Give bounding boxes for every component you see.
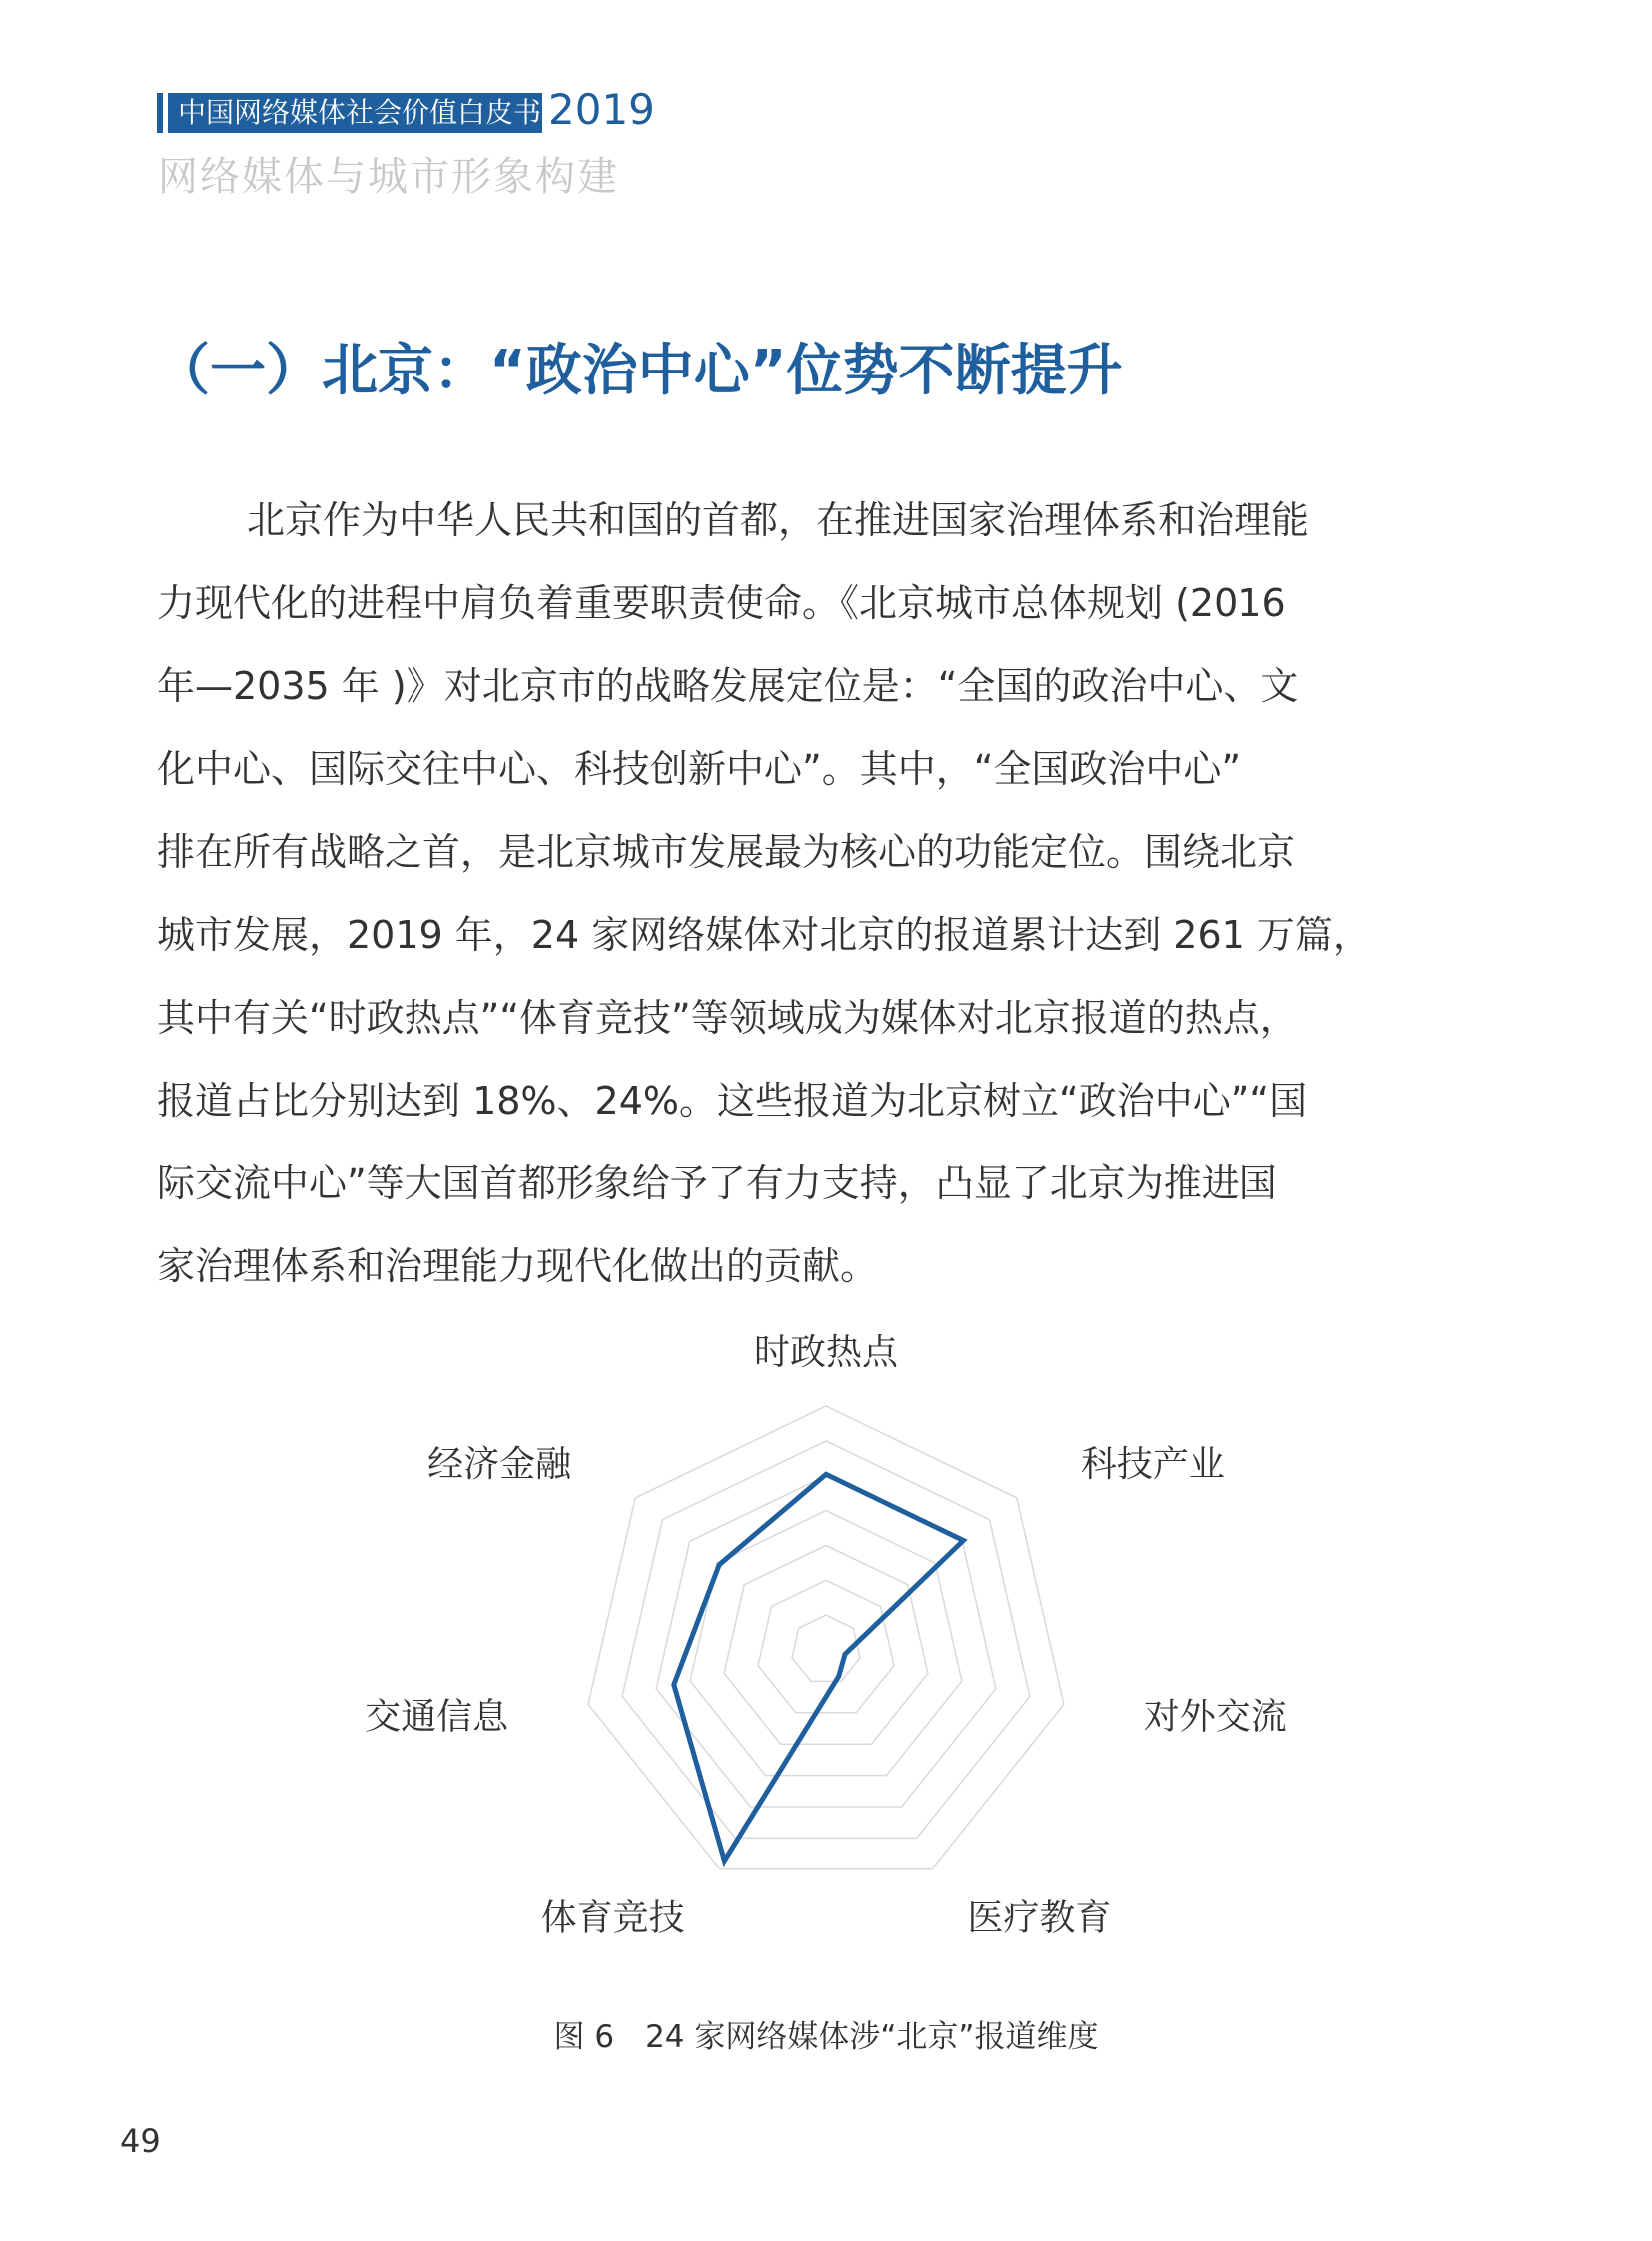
body-line: 北京作为中华人民共和国的首都，在推进国家治理体系和治理能 (247, 498, 1310, 542)
body-line: 力现代化的进程中肩负着重要职责使命。《北京城市总体规划 (2016 (157, 581, 1286, 625)
radar-chart (0, 1298, 1652, 1997)
body-line: 际交流中心”等大国首都形象给予了有力支持，凸显了北京为推进国 (157, 1161, 1277, 1205)
radar-axis-label: 经济金融 (427, 1444, 572, 1486)
radar-axis-label: 时政热点 (753, 1332, 899, 1373)
header-year: 2019 (548, 85, 655, 134)
radar-grid-ring (656, 1476, 996, 1807)
radar-axis-label: 科技产业 (1080, 1444, 1225, 1486)
body-line: 年—2035 年 )》对北京市的战略发展定位是：“全国的政治中心、文 (157, 664, 1299, 708)
body-line: 家治理体系和治理能力现代化做出的贡献。 (157, 1244, 879, 1288)
page-number: 49 (120, 2122, 161, 2160)
section-title: （一）北京：“政治中心”位势不断提升 (154, 339, 1123, 403)
radar-series-line (674, 1474, 964, 1861)
radar-axis-label: 体育竞技 (540, 1897, 685, 1939)
radar-axis-label: 对外交流 (1143, 1696, 1287, 1738)
radar-axis-label: 医疗教育 (967, 1897, 1112, 1939)
body-line: 排在所有战略之首，是北京城市发展最为核心的功能定位。围绕北京 (157, 830, 1296, 874)
header-accent-bar (157, 93, 163, 133)
body-line: 其中有关“时政热点”“体育竞技”等领域成为媒体对北京报道的热点， (157, 996, 1298, 1040)
radar-grid-ring (724, 1545, 928, 1744)
body-line: 报道占比分别达到 18%、24%。这些报道为北京树立“政治中心”“国 (157, 1079, 1308, 1122)
header-title: 中国网络媒体社会价值白皮书 (168, 93, 542, 133)
radar-grid-ring (622, 1441, 1030, 1839)
header-subtitle: 网络媒体与城市形象构建 (158, 154, 619, 200)
figure-caption: 图 6 24 家网络媒体涉“北京”报道维度 (553, 2019, 1099, 2055)
radar-axis-label: 交通信息 (365, 1696, 509, 1738)
body-line: 化中心、国际交往中心、科技创新中心”。其中，“全国政治中心” (157, 747, 1241, 791)
body-line: 城市发展，2019 年，24 家网络媒体对北京的报道累计达到 261 万篇， (157, 913, 1371, 957)
body-paragraph (157, 479, 1495, 1308)
